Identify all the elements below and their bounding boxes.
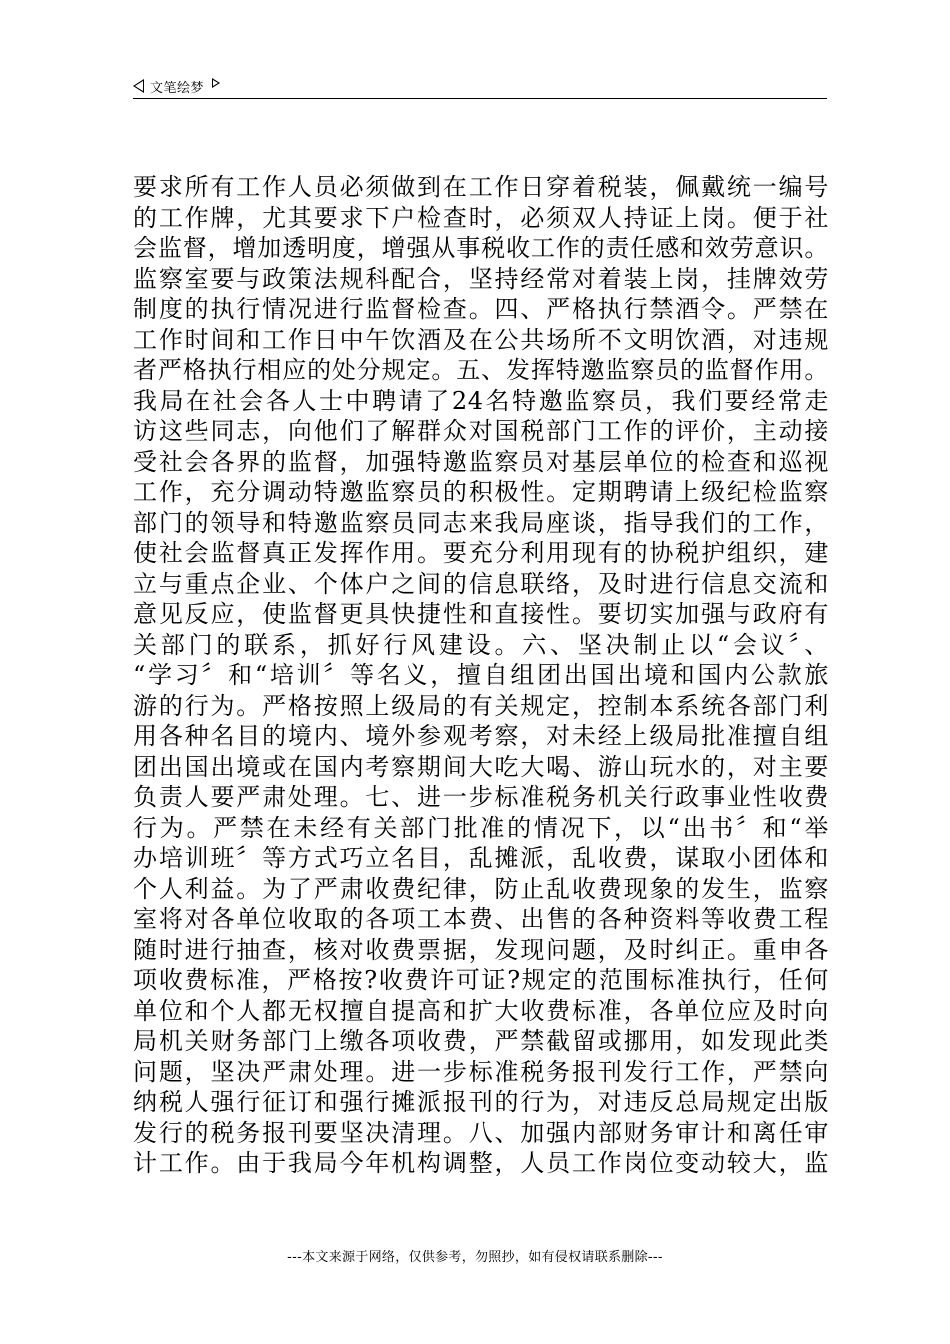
text-line: 工作，充分调动特邀监察员的积极性。定期聘请上级纪检监察 [133,478,829,506]
text-line: 制度的执行情况进行监督检查。四、严格执行禁酒令。严禁在 [133,295,829,323]
text-line: 室将对各单位收取的各项工本费、出售的各种资料等收费工程 [133,905,829,933]
text-line: 访这些同志，向他们了解群众对国税部门工作的评价，主动接 [133,417,829,445]
text-line: 局机关财务部门上缴各项收费，严禁截留或挪用，如发现此类 [133,1027,829,1055]
text-line: 受社会各界的监督，加强特邀监察员对基层单位的检查和巡视 [133,447,829,476]
brand-label: 文笔绘梦 [150,80,205,96]
text-line: 部门的领导和特邀监察员同志来我局座谈，指导我们的工作， [133,508,829,537]
text-line: 工作时间和工作日中午饮酒及在公共场所不文明饮酒，对违规 [133,325,829,354]
text-line: 个人利益。为了严肃收费纪律，防止乱收费现象的发生，监察 [133,874,829,903]
text-line: 意见反应，使监督更具快捷性和直接性。要切实加强与政府有 [133,600,829,628]
body-paragraph [133,172,829,1179]
text-line: “学习〞和“培训〞等名义，擅自组团出国出境和国内公款旅 [133,661,829,689]
text-line: 纳税人强行征订和强行摊派报刊的行为，对违反总局规定出版 [133,1088,829,1116]
text-line: 使社会监督真正发挥作用。要充分利用现有的协税护组织，建 [133,539,829,567]
text-line: 我局在社会各人士中聘请了24名特邀监察员，我们要经常走 [133,386,829,415]
text-line: 的工作牌，尤其要求下户检查时，必须双人持证上岗。便于社 [133,203,829,232]
text-line: 随时进行抽查，核对收费票据，发现问题，及时纠正。重申各 [133,935,829,964]
text-line: 团出国出境或在国内考察期间大吃大喝、游山玩水的，对主要 [133,752,829,781]
text-line: 行为。严禁在未经有关部门批准的情况下，以“出书〞和“举 [133,813,829,842]
text-line: 游的行为。严格按照上级局的有关规定，控制本系统各部门利 [133,691,829,720]
page-footer: ---本文来源于网络，仅供参考，勿照抄，如有侵权请联系删除--- [287,1250,663,1265]
text-line: 问题，坚决严肃处理。进一步标准税务报刊发行工作，严禁向 [133,1057,829,1086]
text-line: 单位和个人都无权擅自提高和扩大收费标准，各单位应及时向 [133,996,829,1025]
page-header [133,76,827,99]
text-line: 关部门的联系，抓好行风建设。六、坚决制止以“会议〞、 [133,630,829,659]
text-line: 负责人要严肃处理。七、进一步标准税务机关行政事业性收费 [133,783,829,811]
text-line: 要求所有工作人员必须做到在工作日穿着税装，佩戴统一编号 [133,173,829,201]
text-line: 项收费标准，严格按?收费许可证?规定的范围标准执行，任何 [133,966,829,994]
text-line: 发行的税务报刊要坚决清理。八、加强内部财务审计和离任审 [133,1118,829,1147]
text-line: 者严格执行相应的处分规定。五、发挥特邀监察员的监督作用。 [133,356,829,384]
text-line: 办培训班〞等方式巧立名目，乱摊派，乱收费，谋取小团体和 [133,844,829,872]
triangle-left-icon [133,79,144,93]
triangle-right-icon [212,78,220,88]
text-line: 立与重点企业、个体户之间的信息联络，及时进行信息交流和 [133,569,829,598]
text-line: 会监督，增加透明度，增强从事税收工作的责任感和效劳意识。 [133,234,829,262]
text-line: 监察室要与政策法规科配合，坚持经常对着装上岗，挂牌效劳 [133,264,829,293]
text-line: 计工作。由于我局今年机构调整，人员工作岗位变动较大，监 [133,1149,829,1177]
text-line: 用各种名目的境内、境外参观考察，对未经上级局批准擅自组 [133,722,829,750]
header-brand [133,76,220,96]
